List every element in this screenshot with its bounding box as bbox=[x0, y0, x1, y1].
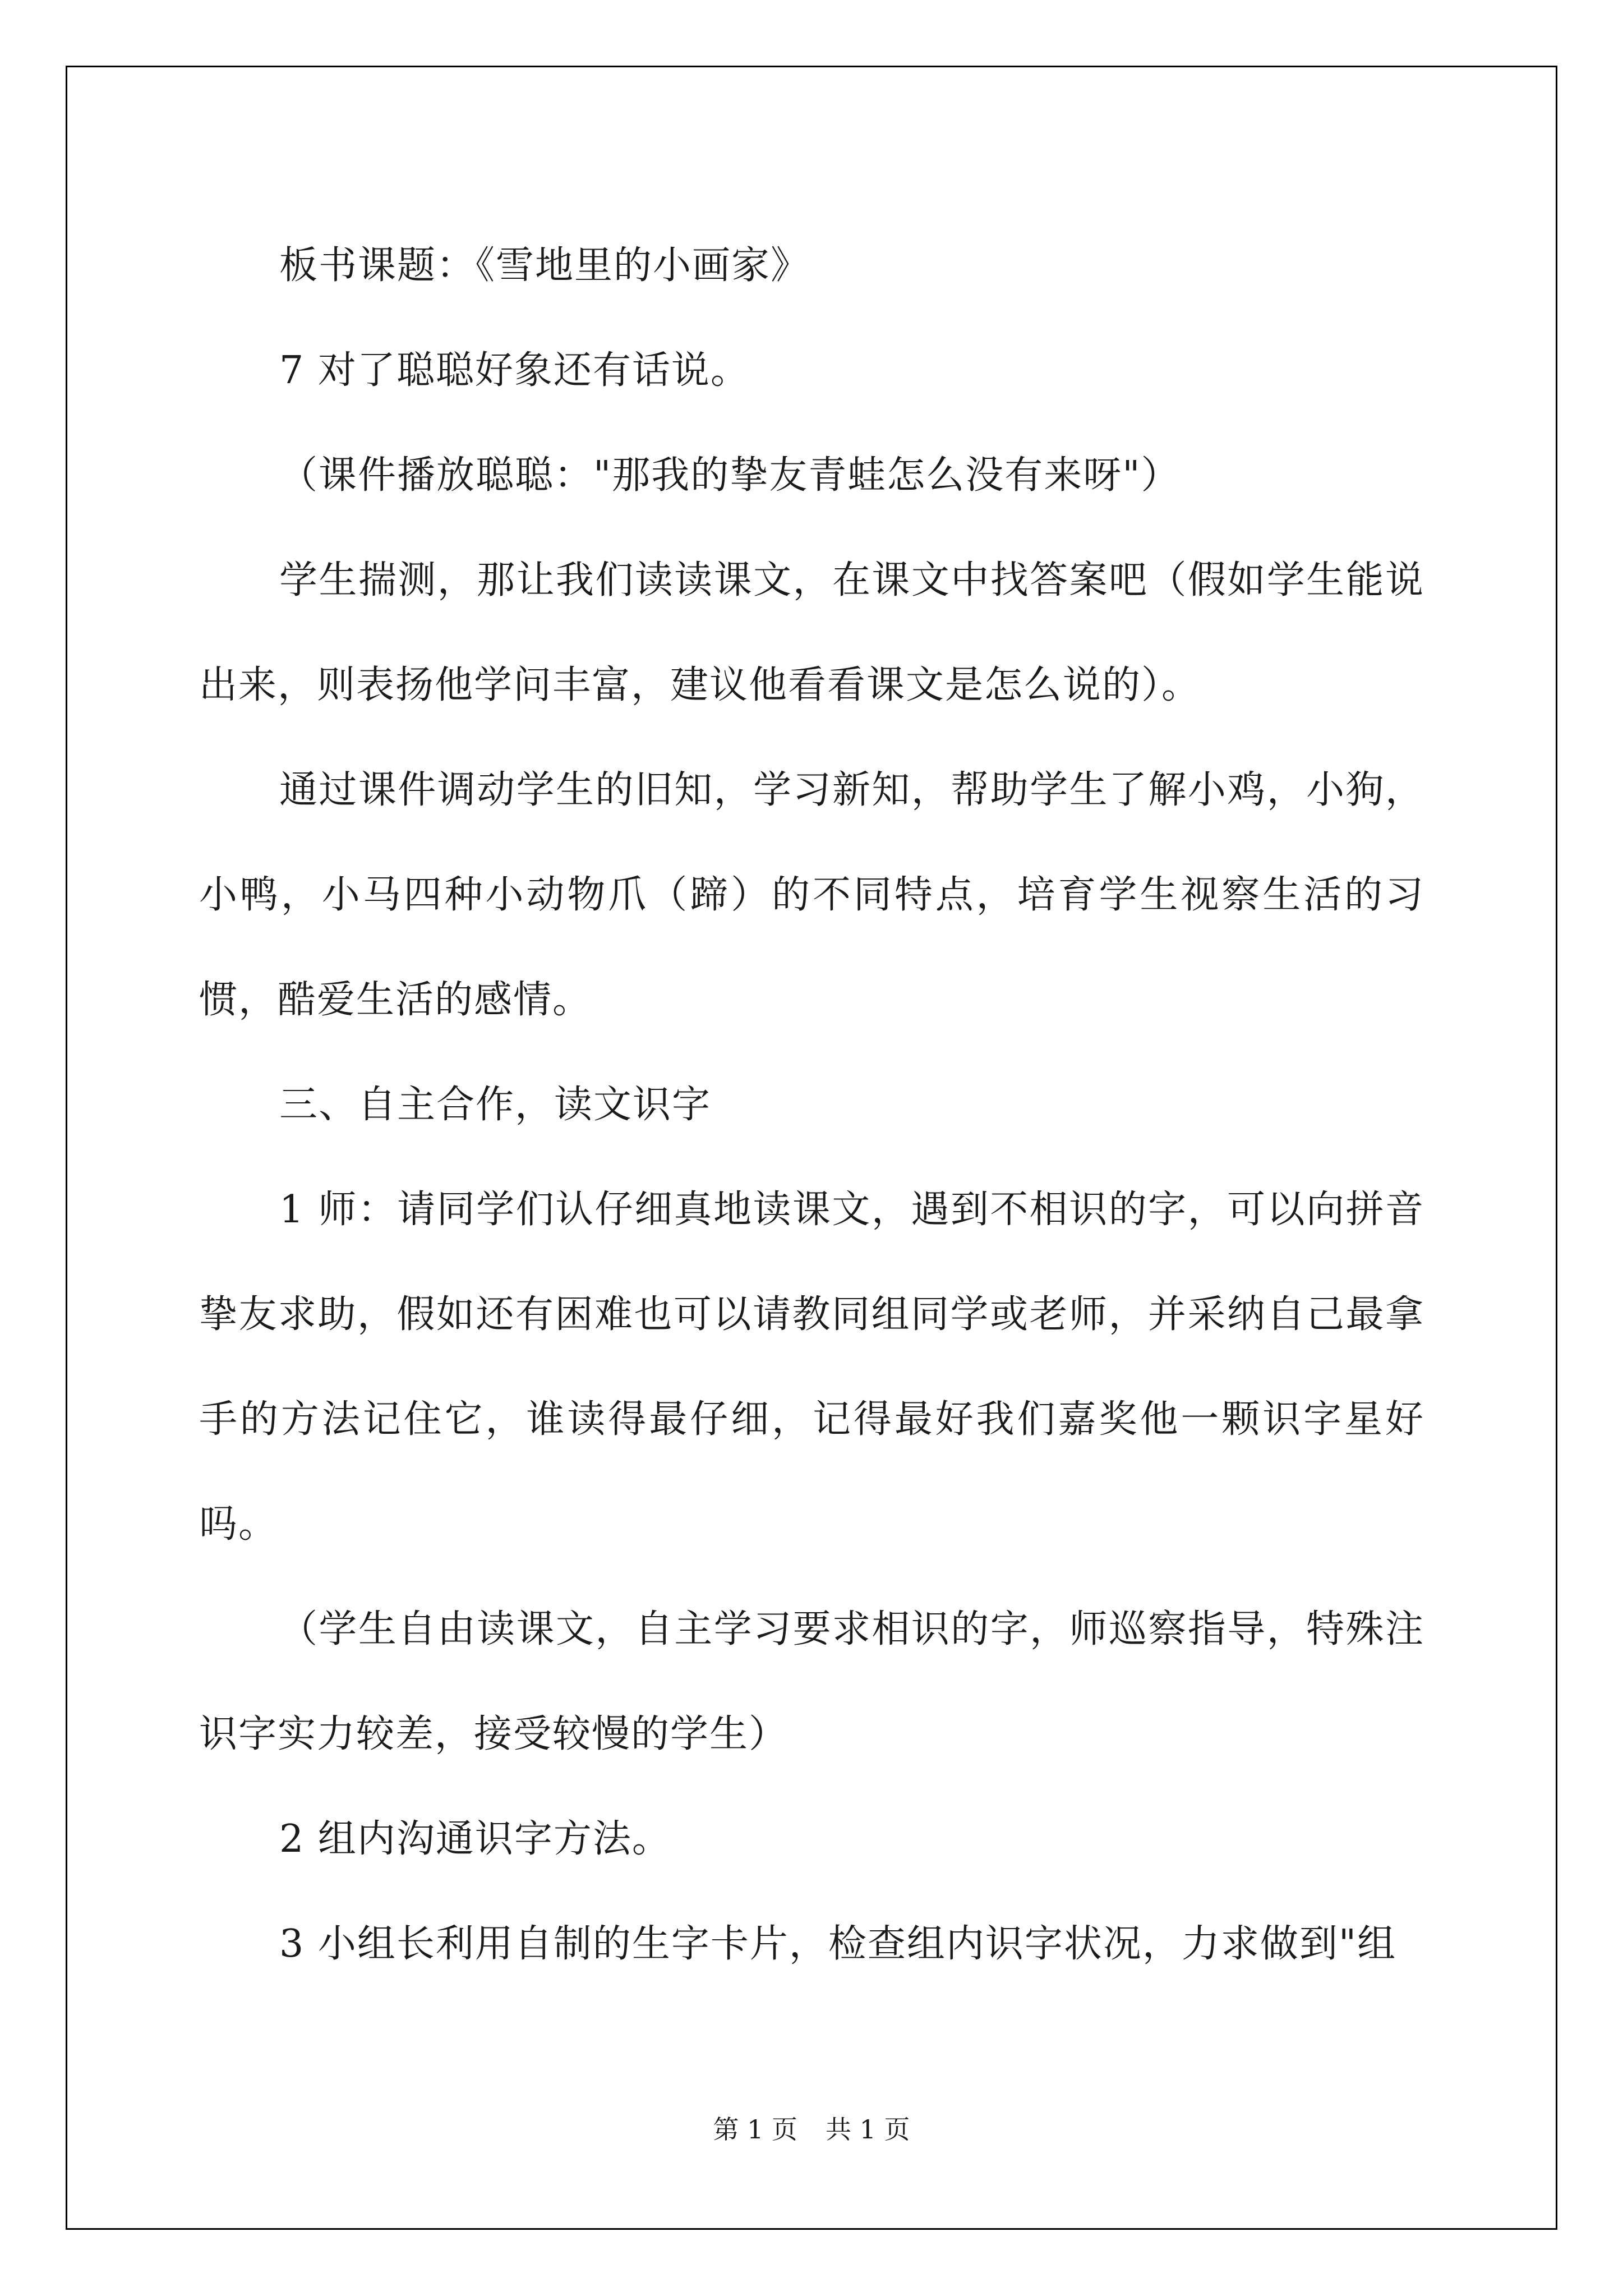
paragraph-courseware-note: （课件播放聪聪："那我的挚友青蛙怎么没有来呀"） bbox=[279, 453, 1181, 498]
paragraph-step-1-teacher: 1 师：请同学们认仔细真地读课文，遇到不相识的字，可以向拼音挚友求助，假如还有困难也可以请教同组同学或老师，并采纳自己最拿手的方法记住它，谁读得最仔细，记得最好我们嘉奖他一颗识字星好吗。 bbox=[199, 1188, 1424, 1547]
page-number: 第 1 页 bbox=[713, 2114, 797, 2145]
paragraph-student-guess: 学生揣测，那让我们读读课文，在课文中找答案吧（假如学生能说出来，则表扬他学问丰富，建议他看看课文是怎么说的）。 bbox=[199, 558, 1424, 707]
paragraph-lesson-title: 板书课题：《雪地里的小画家》 bbox=[279, 243, 810, 288]
paragraph-step-3: 3 小组长利用自制的生字卡片，检查组内识字状况，力求做到"组 bbox=[279, 1922, 1397, 1966]
page-total: 共 1 页 bbox=[826, 2114, 910, 2145]
paragraph-step-7: 7 对了聪聪好象还有话说。 bbox=[279, 348, 750, 393]
paragraph-courseware-purpose: 通过课件调动学生的旧知，学习新知，帮助学生了解小鸡，小狗，小鸭，小马四种小动物爪（蹄）的不同特点，培育学生视察生活的习惯，酷爱生活的感情。 bbox=[199, 768, 1424, 1022]
section-heading-3: 三、自主合作，读文识字 bbox=[279, 1083, 712, 1127]
document-body bbox=[199, 213, 1424, 1996]
paragraph-student-reading: （学生自由读课文，自主学习要求相识的字，师巡察指导，特殊注识字实力较差，接受较慢的学生） bbox=[199, 1607, 1424, 1756]
paragraph-step-2: 2 组内沟通识字方法。 bbox=[279, 1817, 671, 1861]
page-footer bbox=[0, 2109, 1623, 2146]
